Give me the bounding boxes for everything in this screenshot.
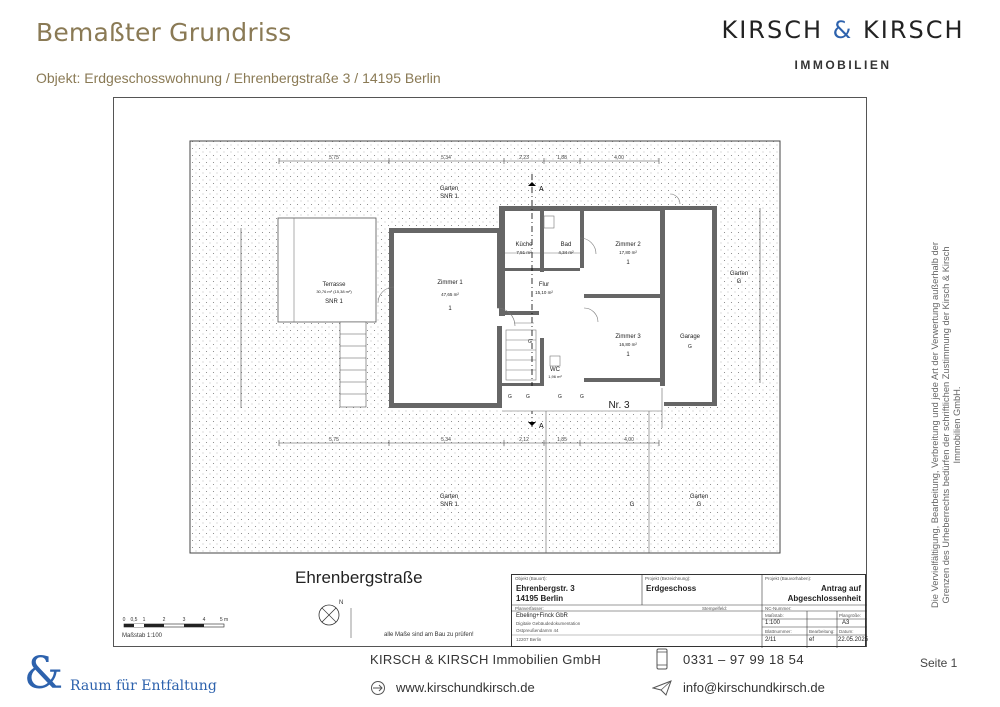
brand-name: KIRSCH & KIRSCH	[721, 16, 965, 44]
tb-sheet: 2/11	[765, 637, 777, 643]
room-wc-area: 1,96 m²	[548, 374, 562, 379]
brand-logo	[716, 16, 970, 72]
dim-top-3: 2,23	[519, 155, 529, 161]
garden-bottom-right-snr: G	[696, 502, 702, 508]
room-zimmer3-num: 1	[626, 352, 630, 358]
terrace-name: Terrasse	[322, 282, 346, 288]
tb-company-4: 12207 Berlin	[516, 637, 542, 642]
dim-bottom-4: 1,85	[557, 437, 567, 443]
scale-tick-0: 0	[122, 617, 126, 623]
garden-right-snr: G	[736, 279, 742, 285]
room-zimmer1-area: 47,65 m²	[441, 292, 459, 297]
room-zimmer2-num: 1	[626, 260, 630, 266]
tb-address-2: 14195 Berlin	[516, 594, 564, 603]
room-flur-area: 15,10 m²	[535, 290, 553, 295]
globe-arrow-icon	[370, 680, 386, 696]
tb-header-stempel: Stempelfeld:	[702, 606, 728, 611]
room-zimmer3-name: Zimmer 3	[615, 334, 641, 340]
garden-bottom-right-name: Garten	[689, 494, 709, 500]
tb-date: 22.05.2025	[838, 637, 869, 643]
tb-header-plan: Projekt (Bauvorhaben):	[765, 576, 812, 581]
dim-bottom-1: 5,75	[329, 437, 339, 443]
room-garage-name: Garage	[679, 334, 701, 340]
ampersand-logo: &	[24, 648, 64, 699]
tb-header-bearb: Bearbeitung:	[809, 629, 835, 634]
room-kueche-name: Küche	[515, 242, 533, 248]
stair-label-3: G	[558, 394, 562, 400]
garden-top-snr: SNR 1	[440, 194, 458, 200]
page-number: Seite 1	[920, 656, 958, 670]
floor-plan-sheet	[113, 97, 867, 647]
garden-top-name: Garten	[439, 186, 459, 192]
tb-header-nc: NC-Nummer:	[765, 606, 792, 611]
page-subtitle: Objekt: Erdgeschosswohnung / Ehrenbergstraße 3 / 14195 Berlin	[36, 70, 441, 86]
send-icon	[652, 680, 672, 696]
brand-subtitle: IMMOBILIEN	[794, 58, 892, 72]
tb-plan-1: Antrag auf	[821, 584, 861, 593]
section-marker-bottom: A	[539, 423, 544, 430]
tb-floor: Erdgeschoss	[646, 584, 697, 593]
footer-company: KIRSCH & KIRSCH Immobilien GmbH	[370, 652, 602, 667]
footer-phone-link[interactable]: 0331 – 97 99 18 54	[683, 652, 805, 667]
tb-header-projekt: Projekt (Bezeichnung):	[645, 576, 691, 581]
tb-header-object: Objekt (Bauort):	[515, 576, 547, 581]
copyright-note: Die Vervielfältigung, Bearbeitung, Verbreitung und jede Art der Verwertung außerhalb der Grenzen des Urheberrechts bedürfen der schriftlichen Zustimmung der Kirsch & Kirsch Immobilien GmbH.	[930, 242, 962, 608]
north-letter: N	[339, 600, 344, 606]
dim-top-4: 1,88	[557, 155, 567, 161]
room-zimmer2-name: Zimmer 2	[615, 242, 641, 248]
title-block	[511, 574, 869, 647]
footer-website-link[interactable]: www.kirschundkirsch.de	[396, 680, 535, 695]
room-zimmer2-area: 17,80 m²	[619, 250, 637, 255]
tb-format: A3	[842, 620, 850, 626]
tb-scale: 1:100	[765, 620, 781, 626]
house-number: Nr. 3	[608, 400, 630, 411]
room-zimmer3-area: 16,80 m²	[619, 342, 637, 347]
floor-plan-drawing	[114, 98, 868, 648]
terrace	[278, 218, 376, 322]
scale-label: Maßstab 1:100	[122, 633, 163, 639]
measurement-note: alle Maße sind am Bau zu prüfen!	[384, 632, 474, 638]
tb-address-1: Ehrenbergstr. 3	[516, 584, 575, 593]
room-kueche-area: 7,51 m²	[516, 250, 532, 255]
tb-plan-2: Abgeschlossenheit	[787, 594, 861, 603]
tb-editor: ef	[809, 637, 815, 643]
dim-bottom-3: 2,12	[519, 437, 529, 443]
footer-email-link[interactable]: info@kirschundkirsch.de	[683, 680, 825, 695]
terrace-stairs	[340, 322, 366, 407]
scale-tick-4: 3	[182, 617, 186, 623]
scale-tick-3: 2	[162, 617, 166, 623]
stair-label-4: G	[580, 394, 584, 400]
dim-top-1: 5,75	[329, 155, 339, 161]
dim-top-2: 5,34	[441, 155, 451, 161]
scale-tick-1: 0,5	[130, 617, 138, 623]
dim-top-5: 4,00	[614, 155, 624, 161]
tb-company-2: Digitale Gebäudedokumentation	[516, 621, 581, 626]
scale-tick-5: 4	[202, 617, 206, 623]
tb-header-format: Plangröße:	[839, 613, 862, 618]
garden-bottom-mid: G	[629, 502, 635, 508]
scale-tick-2: 1	[142, 617, 146, 623]
room-flur-name: Flur	[538, 282, 550, 288]
terrace-snr: SNR 1	[325, 299, 343, 305]
room-garage-label: G	[688, 344, 692, 350]
room-bad-area: 4,34 m²	[558, 250, 574, 255]
tb-header-masstab: Maßstab:	[765, 613, 784, 618]
tb-company-1: Ebeling+Finck GbR	[516, 613, 568, 619]
terrace-area: 30,76 m² (15,38 m²)	[316, 289, 352, 294]
stair-label-1: G	[508, 394, 512, 400]
room-wc-name: WC	[550, 367, 560, 373]
room-zimmer1-num: 1	[448, 306, 452, 312]
dim-bottom-2: 5,34	[441, 437, 451, 443]
garden-right-name: Garten	[729, 271, 749, 277]
section-marker-top: A	[539, 186, 544, 193]
room-zimmer1-name: Zimmer 1	[437, 280, 463, 286]
stair-label-2: G	[526, 394, 530, 400]
stair-label-5: G	[528, 339, 532, 345]
page-title: Bemaßter Grundriss	[36, 18, 292, 47]
room-bad-name: Bad	[560, 242, 572, 248]
garden-bottom-left-snr: SNR 1	[440, 502, 458, 508]
dim-bottom-5: 4,00	[624, 437, 634, 443]
tb-header-datum: Datum:	[839, 629, 854, 634]
phone-icon	[656, 648, 668, 670]
tb-header-company: Planverfasser:	[515, 606, 544, 611]
tb-company-3: Ostpreußendamm 44	[516, 628, 559, 633]
tb-header-blatt: Blattnummer:	[765, 629, 792, 634]
footer-slogan: Raum für Entfaltung	[70, 678, 217, 694]
north-arrow	[319, 600, 343, 625]
scale-tick-6: 5 m	[219, 617, 229, 623]
garden-bottom-left-name: Garten	[439, 494, 459, 500]
scale-bar	[123, 617, 229, 627]
street-name: Ehrenbergstraße	[295, 568, 423, 587]
